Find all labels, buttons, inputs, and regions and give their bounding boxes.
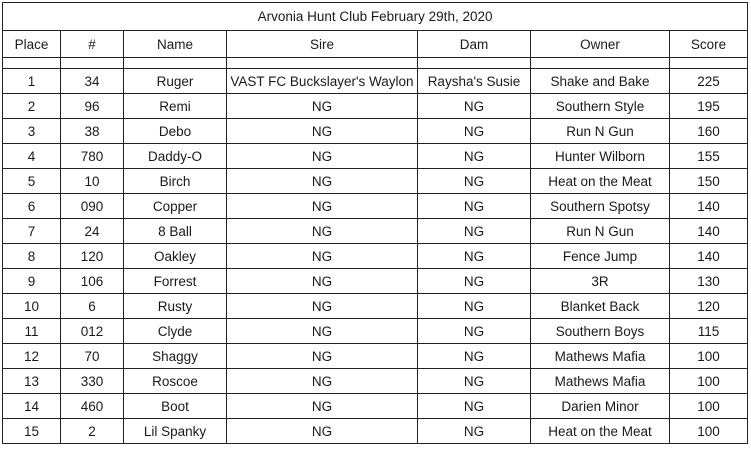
score-cell: 140 xyxy=(670,219,748,244)
score-cell: 195 xyxy=(670,94,748,119)
dam-cell: NG xyxy=(418,244,531,269)
place-cell: 3 xyxy=(3,119,61,144)
dam-cell: NG xyxy=(418,294,531,319)
name-cell: Daddy-O xyxy=(124,144,227,169)
dam-cell: NG xyxy=(418,169,531,194)
score-cell: 100 xyxy=(670,344,748,369)
dam-cell: NG xyxy=(418,219,531,244)
number-cell: 460 xyxy=(61,394,124,419)
name-cell: Shaggy xyxy=(124,344,227,369)
table-row xyxy=(3,244,748,269)
dam-cell: NG xyxy=(418,194,531,219)
number-cell: 106 xyxy=(61,269,124,294)
number-cell: 120 xyxy=(61,244,124,269)
sire-cell: NG xyxy=(227,269,418,294)
dam-cell: NG xyxy=(418,319,531,344)
column-header-number: # xyxy=(61,31,124,58)
number-cell: 10 xyxy=(61,169,124,194)
place-cell: 6 xyxy=(3,194,61,219)
name-cell: Boot xyxy=(124,394,227,419)
score-cell: 115 xyxy=(670,319,748,344)
table-row xyxy=(3,344,748,369)
sire-cell: NG xyxy=(227,394,418,419)
name-cell: Lil Spanky xyxy=(124,419,227,444)
dam-cell: NG xyxy=(418,94,531,119)
place-cell: 15 xyxy=(3,419,61,444)
table-row xyxy=(3,94,748,119)
dam-cell: NG xyxy=(418,269,531,294)
owner-cell: Heat on the Meat xyxy=(531,169,670,194)
owner-cell: Hunter Wilborn xyxy=(531,144,670,169)
table-row xyxy=(3,269,748,294)
table-row xyxy=(3,369,748,394)
score-cell: 155 xyxy=(670,144,748,169)
name-cell: Rusty xyxy=(124,294,227,319)
column-header-owner: Owner xyxy=(531,31,670,58)
name-cell: 8 Ball xyxy=(124,219,227,244)
number-cell: 70 xyxy=(61,344,124,369)
sire-cell: NG xyxy=(227,294,418,319)
dam-cell: NG xyxy=(418,344,531,369)
header-row xyxy=(3,31,748,58)
sire-cell: NG xyxy=(227,244,418,269)
place-cell: 12 xyxy=(3,344,61,369)
place-cell: 5 xyxy=(3,169,61,194)
place-cell: 8 xyxy=(3,244,61,269)
score-cell: 100 xyxy=(670,419,748,444)
owner-cell: Mathews Mafia xyxy=(531,369,670,394)
number-cell: 2 xyxy=(61,419,124,444)
number-cell: 24 xyxy=(61,219,124,244)
place-cell: 11 xyxy=(3,319,61,344)
number-cell: 012 xyxy=(61,319,124,344)
dam-cell: NG xyxy=(418,394,531,419)
table-row xyxy=(3,69,748,94)
sire-cell: NG xyxy=(227,319,418,344)
sire-cell: NG xyxy=(227,369,418,394)
sire-cell: NG xyxy=(227,169,418,194)
score-cell: 130 xyxy=(670,269,748,294)
column-header-name: Name xyxy=(124,31,227,58)
owner-cell: Shake and Bake xyxy=(531,69,670,94)
owner-cell: Southern Boys xyxy=(531,319,670,344)
sire-cell: NG xyxy=(227,219,418,244)
score-cell: 225 xyxy=(670,69,748,94)
number-cell: 34 xyxy=(61,69,124,94)
score-cell: 100 xyxy=(670,369,748,394)
name-cell: Forrest xyxy=(124,269,227,294)
score-cell: 120 xyxy=(670,294,748,319)
name-cell: Birch xyxy=(124,169,227,194)
score-cell: 100 xyxy=(670,394,748,419)
dam-cell: NG xyxy=(418,119,531,144)
table-body xyxy=(3,69,748,444)
name-cell: Oakley xyxy=(124,244,227,269)
name-cell: Ruger xyxy=(124,69,227,94)
column-header-place: Place xyxy=(3,31,61,58)
dam-cell: NG xyxy=(418,419,531,444)
dam-cell: Raysha's Susie xyxy=(418,69,531,94)
name-cell: Debo xyxy=(124,119,227,144)
owner-cell: Heat on the Meat xyxy=(531,419,670,444)
owner-cell: Blanket Back xyxy=(531,294,670,319)
owner-cell: 3R xyxy=(531,269,670,294)
table-row xyxy=(3,144,748,169)
owner-cell: Darien Minor xyxy=(531,394,670,419)
results-table xyxy=(2,2,748,444)
place-cell: 2 xyxy=(3,94,61,119)
owner-cell: Mathews Mafia xyxy=(531,344,670,369)
column-header-sire: Sire xyxy=(227,31,418,58)
sire-cell: NG xyxy=(227,419,418,444)
score-cell: 160 xyxy=(670,119,748,144)
sire-cell: NG xyxy=(227,194,418,219)
table-row xyxy=(3,169,748,194)
owner-cell: Southern Spotsy xyxy=(531,194,670,219)
sire-cell: NG xyxy=(227,344,418,369)
number-cell: 090 xyxy=(61,194,124,219)
table-row xyxy=(3,319,748,344)
sire-cell: NG xyxy=(227,144,418,169)
table-row xyxy=(3,194,748,219)
sire-cell: NG xyxy=(227,94,418,119)
score-cell: 140 xyxy=(670,194,748,219)
score-cell: 150 xyxy=(670,169,748,194)
table-row xyxy=(3,294,748,319)
column-header-dam: Dam xyxy=(418,31,531,58)
table-row xyxy=(3,419,748,444)
sire-cell: NG xyxy=(227,119,418,144)
name-cell: Copper xyxy=(124,194,227,219)
owner-cell: Run N Gun xyxy=(531,219,670,244)
number-cell: 780 xyxy=(61,144,124,169)
place-cell: 14 xyxy=(3,394,61,419)
place-cell: 9 xyxy=(3,269,61,294)
place-cell: 13 xyxy=(3,369,61,394)
number-cell: 330 xyxy=(61,369,124,394)
place-cell: 4 xyxy=(3,144,61,169)
place-cell: 10 xyxy=(3,294,61,319)
owner-cell: Run N Gun xyxy=(531,119,670,144)
dam-cell: NG xyxy=(418,369,531,394)
number-cell: 96 xyxy=(61,94,124,119)
column-header-score: Score xyxy=(670,31,748,58)
name-cell: Roscoe xyxy=(124,369,227,394)
owner-cell: Southern Style xyxy=(531,94,670,119)
table-row xyxy=(3,219,748,244)
number-cell: 38 xyxy=(61,119,124,144)
number-cell: 6 xyxy=(61,294,124,319)
name-cell: Clyde xyxy=(124,319,227,344)
table-row xyxy=(3,394,748,419)
table-row xyxy=(3,119,748,144)
score-cell: 140 xyxy=(670,244,748,269)
name-cell: Remi xyxy=(124,94,227,119)
owner-cell: Fence Jump xyxy=(531,244,670,269)
sire-cell: VAST FC Buckslayer's Waylon xyxy=(227,69,418,94)
title-row xyxy=(3,3,748,31)
dam-cell: NG xyxy=(418,144,531,169)
spacer-row xyxy=(3,58,748,69)
place-cell: 1 xyxy=(3,69,61,94)
place-cell: 7 xyxy=(3,219,61,244)
table-title: Arvonia Hunt Club February 29th, 2020 xyxy=(3,3,748,31)
